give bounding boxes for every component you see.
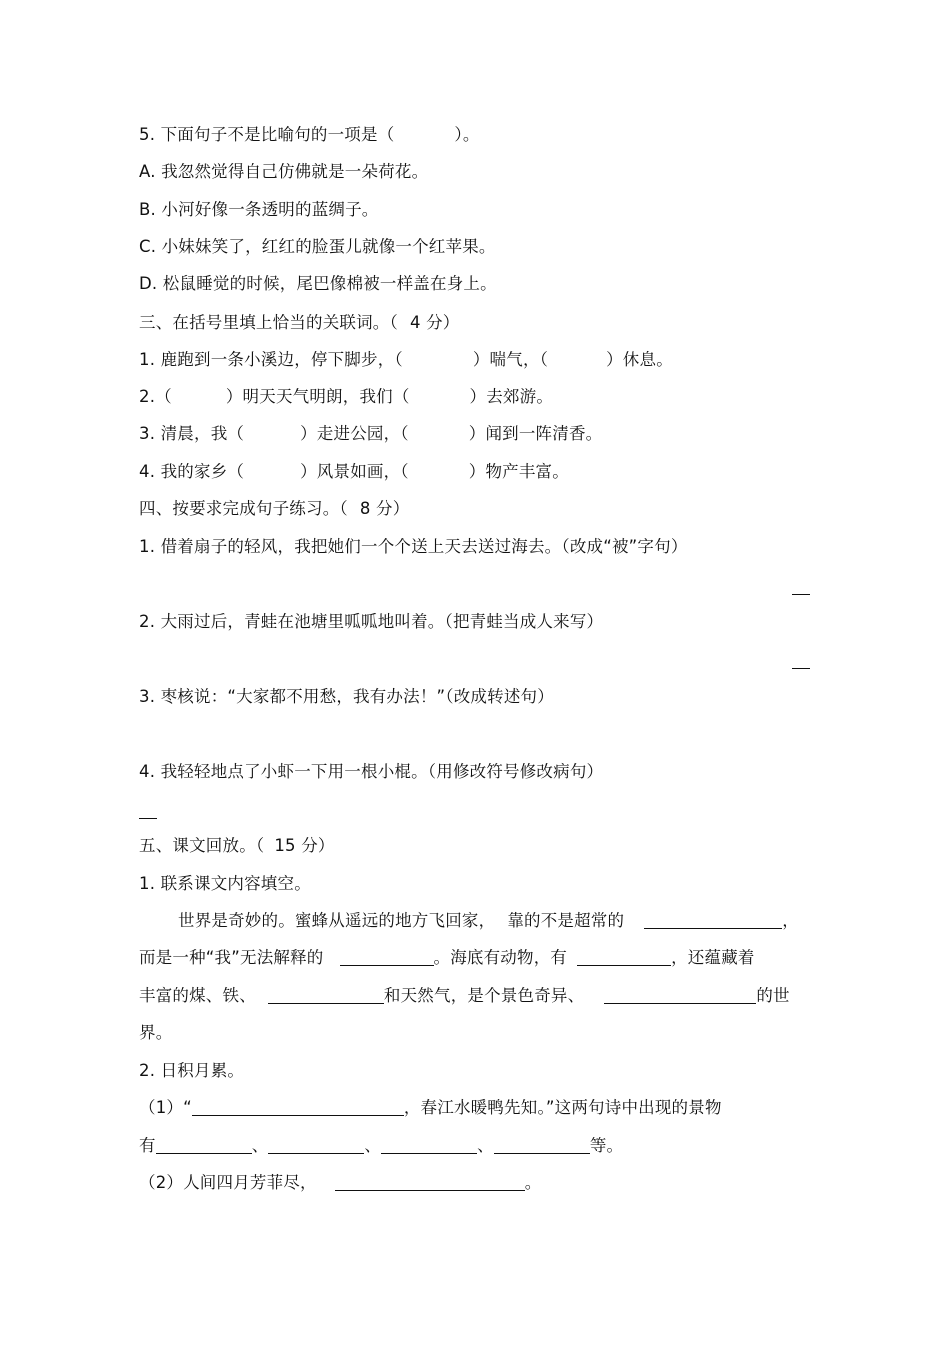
- fill-blank[interactable]: [268, 986, 384, 1004]
- s3-item-2: 2.（ ）明天天气明朗，我们（ ）去郊游。: [139, 387, 554, 406]
- s4-item-3: 3. 枣核说：“大家都不用愁，我有办法！”（改成转述句）: [139, 687, 554, 706]
- paragraph-line-1: 世界是奇妙的。蜜蜂从遥远的地方飞回家， 靠的不是超常的 ，: [178, 911, 799, 930]
- s3-item-1: 1. 鹿跑到一条小溪边，停下脚步，（ ）喘气，（ ）休息。: [139, 350, 673, 369]
- section-3-title: 三、在括号里填上恰当的关联词。（ 4 分）: [139, 313, 460, 332]
- s5-q1-title: 1. 联系课文内容填空。: [139, 874, 311, 893]
- s4-item-2: 2. 大雨过后，青蛙在池塘里呱呱地叫着。（把青蛙当成人来写）: [139, 612, 604, 631]
- answer-line[interactable]: [792, 668, 810, 669]
- paragraph-line-3: 丰富的煤、铁、 和天然气，是个景色奇异、 的世: [139, 986, 790, 1005]
- fill-blank[interactable]: [335, 1173, 525, 1191]
- fill-blank[interactable]: [192, 1098, 404, 1116]
- s5-q2-2: （2）人间四月芳菲尽， 。: [139, 1173, 542, 1192]
- section-4-title: 四、按要求完成句子练习。（ 8 分）: [139, 499, 410, 518]
- paragraph-line-2: 而是一种“我”无法解释的 。海底有动物，有 ，还蕴藏着: [139, 948, 755, 967]
- fill-blank[interactable]: [644, 911, 782, 929]
- fill-blank[interactable]: [381, 1136, 477, 1154]
- s5-q2-title: 2. 日积月累。: [139, 1061, 245, 1080]
- s4-item-1: 1. 借着扇子的轻风，我把她们一个个送上天去送过海去。（改成“被”字句）: [139, 537, 688, 556]
- paragraph-line-4: 界。: [139, 1023, 173, 1042]
- fill-blank[interactable]: [268, 1136, 364, 1154]
- fill-blank[interactable]: [156, 1136, 252, 1154]
- s5-q2-1: （1）“ ，春江水暖鸭先知。”这两句诗中出现的景物: [139, 1098, 722, 1117]
- answer-line[interactable]: [792, 594, 810, 595]
- answer-line[interactable]: [139, 818, 157, 819]
- fill-blank[interactable]: [340, 948, 434, 966]
- fill-blank[interactable]: [577, 948, 671, 966]
- s3-item-4: 4. 我的家乡（ ）风景如画，（ ）物产丰富。: [139, 462, 569, 481]
- section-5-title: 五、课文回放。（ 15 分）: [139, 836, 335, 855]
- s3-item-3: 3. 清晨，我（ ）走进公园，（ ）闻到一阵清香。: [139, 424, 603, 443]
- option-b: B. 小河好像一条透明的蓝绸子。: [139, 200, 379, 219]
- s5-q2-1-scenery: 有 、 、 、 等。: [139, 1136, 624, 1155]
- fill-blank[interactable]: [604, 986, 756, 1004]
- q5-stem: 5. 下面句子不是比喻句的一项是（ ）。: [139, 125, 480, 144]
- option-a: A. 我忽然觉得自己仿佛就是一朵荷花。: [139, 162, 429, 181]
- option-c: C. 小妹妹笑了，红红的脸蛋儿就像一个红苹果。: [139, 237, 496, 256]
- option-d: D. 松鼠睡觉的时候，尾巴像棉被一样盖在身上。: [139, 274, 497, 293]
- fill-blank[interactable]: [494, 1136, 590, 1154]
- s4-item-4: 4. 我轻轻地点了小虾一下用一根小棍。（用修改符号修改病句）: [139, 762, 604, 781]
